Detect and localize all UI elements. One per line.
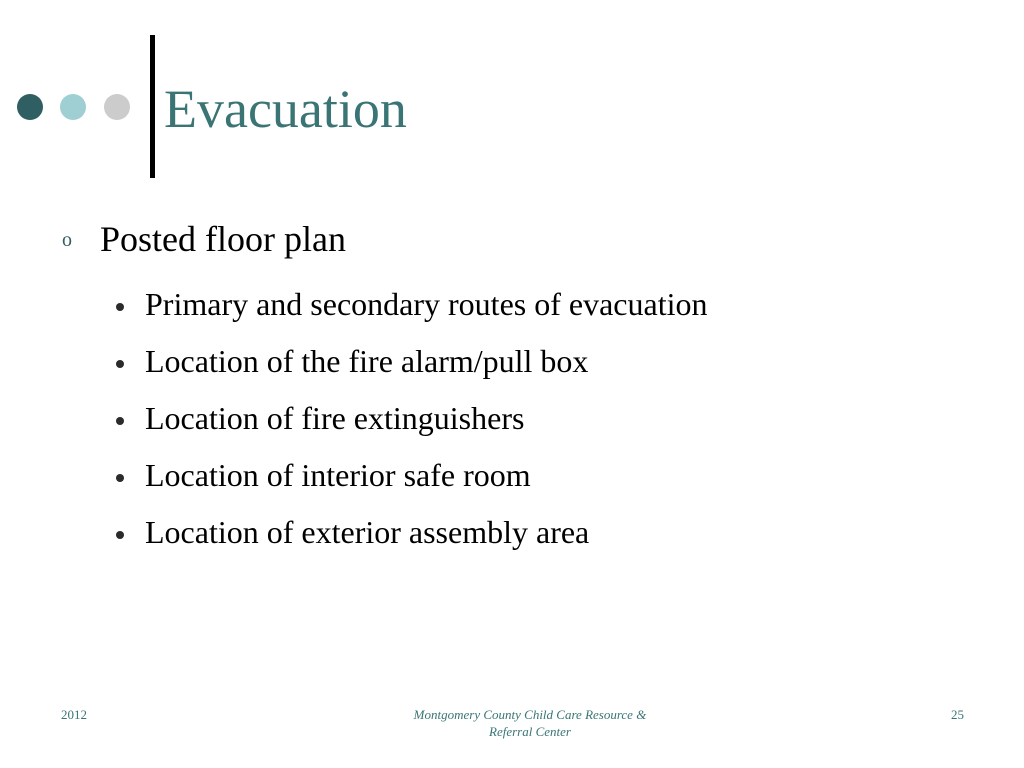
sub-bullet-list	[0, 275, 1024, 560]
hollow-circle-bullet-icon: o	[62, 229, 72, 251]
footer-org-line-2: Referral Center	[489, 724, 571, 739]
footer-organization	[380, 706, 680, 740]
slide-number: 25	[951, 707, 964, 722]
slide-title: Evacuation	[164, 79, 407, 139]
decorative-dot-light	[60, 94, 86, 120]
sub-bullet-item	[0, 446, 1024, 503]
sub-bullet-item	[0, 389, 1024, 446]
sub-bullet-text: Location of fire extinguishers	[145, 400, 525, 436]
dot-bullet-icon	[116, 417, 124, 425]
footer-year: 2012	[61, 707, 87, 722]
footer-org-line-1: Montgomery County Child Care Resource &	[413, 707, 647, 722]
dot-bullet-icon	[116, 531, 124, 539]
sub-bullet-text: Primary and secondary routes of evacuation	[145, 286, 708, 322]
title-divider	[150, 35, 155, 178]
sub-bullet-text: Location of exterior assembly area	[145, 514, 590, 550]
sub-bullet-item	[0, 332, 1024, 389]
dot-bullet-icon	[116, 303, 124, 311]
sub-bullet-text: Location of interior safe room	[145, 457, 531, 493]
sub-bullet-item	[0, 275, 1024, 332]
dot-bullet-icon	[116, 360, 124, 368]
dot-bullet-icon	[116, 474, 124, 482]
decorative-dot-dark	[17, 94, 43, 120]
slide-content	[0, 214, 1024, 560]
bullet-item	[0, 214, 1024, 264]
sub-bullet-item	[0, 503, 1024, 560]
sub-bullet-text: Location of the fire alarm/pull box	[145, 343, 589, 379]
decorative-dot-gray	[104, 94, 130, 120]
bullet-text: Posted floor plan	[100, 219, 346, 259]
